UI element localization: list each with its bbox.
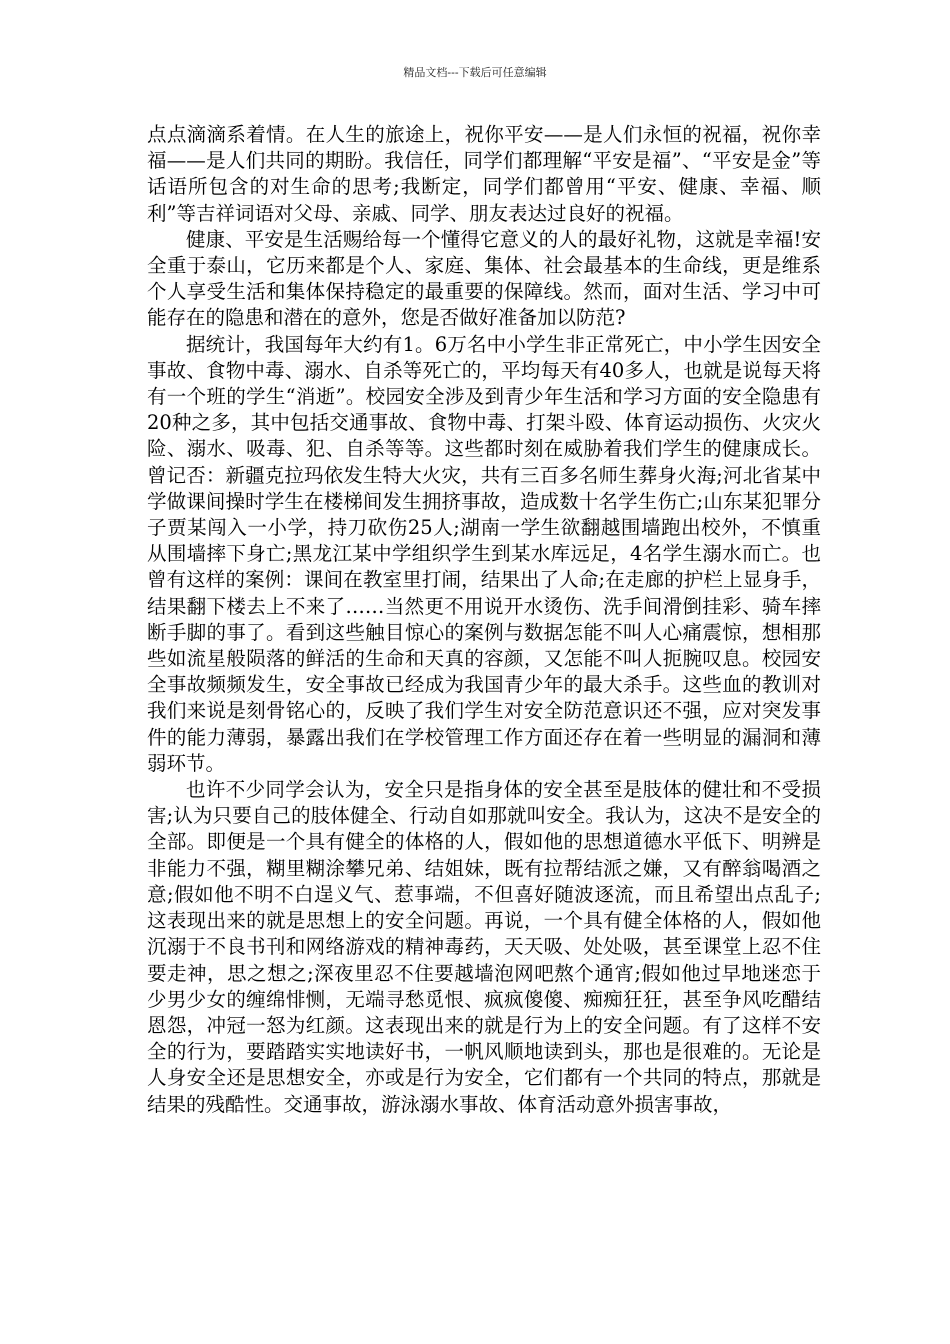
page-header: 精品文档---下载后可任意编辑 [403, 66, 547, 79]
paragraph-2: 健康、平安是生活赐给每一个懂得它意义的人的最好礼物，这就是幸福!安全重于泰山，它历来都是个人、家庭、集体、社会最基本的生命线，更是维系个人享受生活和集体保持稳定的最重要的保障线。然而，面对生活、学习中可能存在的隐患和潜在的意外，您是否做好准备加以防范? [147, 227, 821, 330]
paragraph-4: 也许不少同学会认为，安全只是指身体的安全甚至是肢体的健壮和不受损害;认为只要自己的肢体健全、行动自如那就叫安全。我认为，这决不是安全的全部。即便是一个具有健全的体格的人，假如他的思想道德水平低下、明辨是非能力不强，糊里糊涂攀兄弟、结姐妹，既有拉帮结派之嫌，又有醉翁喝酒之意;假如他不明不白逞义气、惹事端，不但喜好随波逐流，而且希望出点乱子;这表现出来的就是思想上的安全问题。再说，一个具有健全体格的人，假如他沉溺于不良书刊和网络游戏的精神毒药，天天吸、处处吸，甚至课堂上忍不住要走神，思之想之;深夜里忍不住要越墙泡网吧熬个通宵;假如他过早地迷恋于少男少女的缠绵悱恻，无端寻愁觅恨、疯疯傻傻、痴痴狂狂，甚至争风吃醋结恩怨，冲冠一怒为红颜。这表现出来的就是行为上的安全问题。有了这样不安全的行为，要踏踏实实地读好书，一帆风顺地读到头，那也是很难的。无论是人身安全还是思想安全，亦或是行为安全，它们都有一个共同的特点，那就是结果的残酷性。交通事故，游泳溺水事故、体育活动意外损害事故， [147, 778, 821, 1116]
paragraph-1: 点点滴滴系着情。在人生的旅途上，祝你平安——是人们永恒的祝福，祝你幸福——是人们共同的期盼。我信任，同学们都理解“平安是福”、“平安是金”等话语所包含的对生命的思考;我断定，同学们都曾用“平安、健康、幸福、顺利”等吉祥词语对父母、亲戚、同学、朋友表达过良好的祝福。 [147, 123, 821, 225]
document-body [147, 122, 821, 1118]
paragraph-3: 据统计，我国每年大约有1。6万名中小学生非正常死亡，中小学生因安全事故、食物中毒、溺水、自杀等死亡的，平均每天有40多人，也就是说每天将有一个班的学生“消逝”。校园安全涉及到青少年生活和学习方面的安全隐患有20种之多，其中包括交通事故、食物中毒、打架斗殴、体育运动损伤、火灾火险、溺水、吸毒、犯、自杀等等。这些都时刻在威胁着我们学生的健康成长。曾记否：新疆克拉玛依发生特大火灾，共有三百多名师生葬身火海;河北省某中学做课间操时学生在楼梯间发生拥挤事故，造成数十名学生伤亡;山东某犯罪分子贾某闯入一小学，持刀砍伤25人;湖南一学生欲翻越围墙跑出校外，不慎重从围墙摔下身亡;黑龙江某中学组织学生到某水库远足，4名学生溺水而亡。也曾有这样的案例：课间在教室里打闹，结果出了人命;在走廊的护栏上显身手，结果翻下楼去上不来了……当然更不用说开水烫伤、洗手间滑倒挂彩、骑车摔断手脚的事了。看到这些触目惊心的案例与数据怎能不叫人心痛震惊，想相那些如流星般陨落的鲜活的生命和天真的容颜，又怎能不叫人扼腕叹息。校园安全事故频频发生，安全事故已经成为我国青少年的最大杀手。这些血的教训对我们来说是刻骨铭心的，反映了我们学生对安全防范意识还不强，应对突发事件的能力薄弱，暴露出我们在学校管理工作方面还存在着一些明显的漏洞和薄弱环节。 [147, 332, 821, 775]
